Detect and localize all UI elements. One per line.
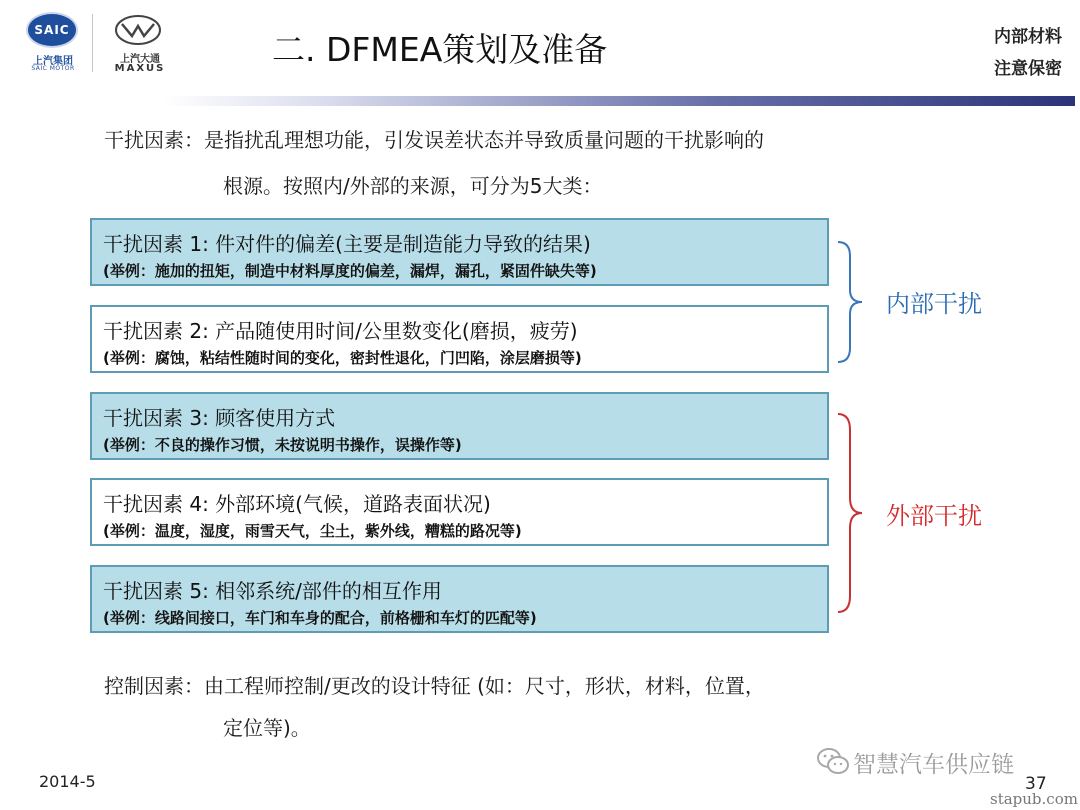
external-brace-icon — [832, 410, 868, 616]
factor-heading: 干扰因素 4: 外部环境(气候，道路表面状况) — [103, 492, 491, 516]
factor-heading: 干扰因素 1: 件对件的偏差(主要是制造能力导致的结果) — [103, 232, 591, 256]
maxus-logo — [100, 12, 180, 76]
footer-date: 2014-5 — [39, 772, 96, 791]
saic-logo — [22, 10, 84, 76]
control-line-2: 定位等)。 — [223, 716, 311, 740]
factor-box-1 — [90, 218, 829, 286]
saic-logo-emblem — [26, 12, 78, 48]
factor-box-4 — [90, 478, 829, 546]
maxus-logo-cn: 上汽大通 — [120, 54, 160, 65]
saic-logo-cn: 上汽集团 — [33, 56, 73, 67]
title-underline-bar — [163, 96, 1075, 106]
external-noise-label: 外部干扰 — [886, 502, 982, 530]
intro-line-2: 根源。按照内/外部的来源，可分为5大类： — [223, 174, 603, 198]
site-watermark: stapub.com — [990, 790, 1078, 808]
factor-example: (举例：温度，湿度，雨雪天气，尘土，紫外线，糟糕的路况等) — [103, 522, 522, 540]
factor-heading: 干扰因素 2: 产品随使用时间/公里数变化(磨损，疲劳) — [103, 319, 578, 343]
intro-line-1: 干扰因素：是指扰乱理想功能，引发误差状态并导致质量问题的干扰影响的 — [104, 128, 764, 152]
saic-logo-mark: SAIC — [34, 23, 70, 37]
page-title: 二. DFMEA策划及准备 — [272, 30, 608, 69]
internal-brace-icon — [832, 238, 868, 366]
confidential-label-1: 内部材料 — [994, 27, 1062, 47]
factor-example: (举例：不良的操作习惯，未按说明书操作，误操作等) — [103, 436, 462, 454]
maxus-logo-en: MAXUS — [114, 63, 166, 74]
factor-box-3 — [90, 392, 829, 460]
factor-box-5 — [90, 565, 829, 633]
page-number: 37 — [1025, 774, 1047, 794]
factor-example: (举例：腐蚀，粘结性随时间的变化，密封性退化，门凹陷，涂层磨损等) — [103, 349, 582, 367]
factor-heading: 干扰因素 5: 相邻系统/部件的相互作用 — [103, 579, 442, 603]
confidential-label-2: 注意保密 — [994, 59, 1062, 79]
factor-heading: 干扰因素 3: 顾客使用方式 — [103, 406, 336, 430]
logo-divider — [92, 14, 93, 72]
factor-example: (举例：线路间接口，车门和车身的配合，前格栅和车灯的匹配等) — [103, 609, 537, 627]
watermark-text: 智慧汽车供应链 — [853, 752, 1014, 778]
factor-example: (举例：施加的扭矩，制造中材料厚度的偏差，漏焊，漏孔，紧固件缺失等) — [103, 262, 597, 280]
internal-noise-label: 内部干扰 — [886, 290, 982, 318]
control-line-1: 控制因素：由工程师控制/更改的设计特征 (如：尺寸，形状，材料，位置， — [104, 674, 765, 698]
wechat-icon — [816, 746, 850, 776]
saic-logo-en: SAIC MOTOR — [31, 65, 75, 72]
factor-box-2 — [90, 305, 829, 373]
maxus-emblem-icon — [114, 14, 162, 46]
